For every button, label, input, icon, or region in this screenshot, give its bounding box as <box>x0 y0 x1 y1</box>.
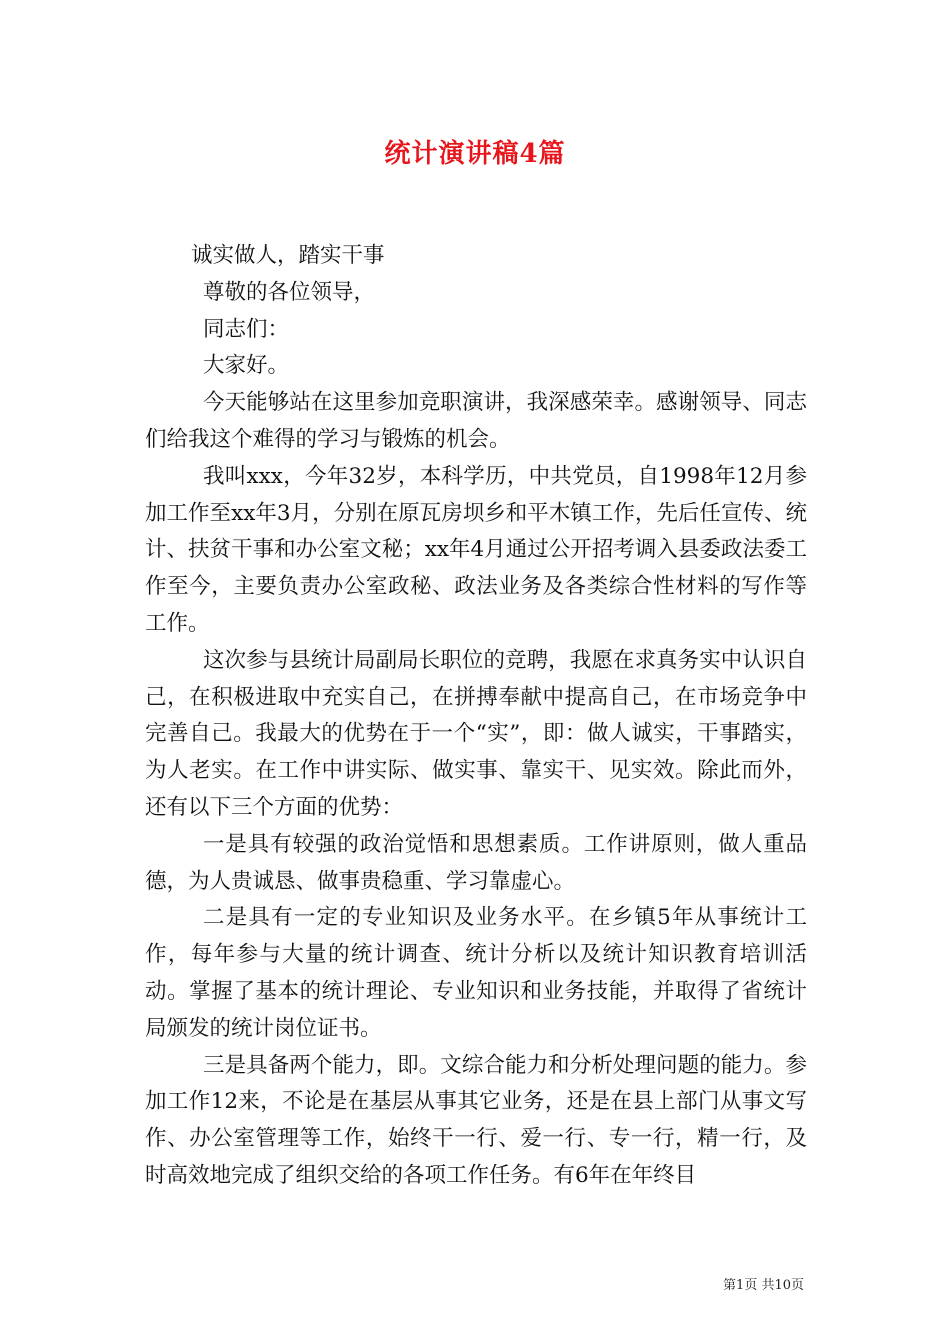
document-body <box>145 238 807 1195</box>
body-paragraph: 今天能够站在这里参加竞职演讲，我深感荣幸。感谢领导、同志们给我这个难得的学习与锻炼的机会。 <box>145 390 807 452</box>
body-paragraph: 三是具备两个能力，即。文综合能力和分析处理问题的能力。参加工作12来，不论是在基层从事其它业务，还是在县上部门从事文写作、办公室管理等工作，始终干一行、爱一行、专一行，精一行，及时高效地完成了组织交给的各项工作任务。有6年在年终目 <box>145 1052 807 1188</box>
page-number-footer: 第1页 共10页 <box>723 1278 804 1293</box>
body-paragraph: 一是具有较强的政治觉悟和思想素质。工作讲原则，做人重品德，为人贵诚恳、做事贵稳重、学习靠虚心。 <box>145 831 807 894</box>
speech-subtitle: 诚实做人，踏实干事 <box>191 243 385 268</box>
salutation-leaders: 尊敬的各位领导， <box>203 279 376 305</box>
salutation-comrades: 同志们： <box>203 316 290 342</box>
body-paragraph: 二是具有一定的专业知识及业务水平。在乡镇5年从事统计工作，每年参与大量的统计调查、统计分析以及统计知识教育培训活动。掌握了基本的统计理论、专业知识和业务技能，并取得了省统计局颁发的统计岗位证书。 <box>145 905 807 1041</box>
body-paragraph: 我叫xxx，今年32岁，本科学历，中共党员，自1998年12月参加工作至xx年3月，分别在原瓦房坝乡和平木镇工作，先后任宣传、统计、扶贫干事和办公室文秘；xx年4月通过公开招考调入县委政法委工作至今，主要负责办公室政秘、政法业务及各类综合性材料的写作等工作。 <box>145 463 807 636</box>
greeting: 大家好。 <box>203 353 290 379</box>
body-paragraph: 这次参与县统计局副局长职位的竞聘，我愿在求真务实中认识自己，在积极进取中充实自己，在拼搏奉献中提高自己，在市场竞争中完善自己。我最大的优势在于一个“实”，即：做人诚实，干事踏实，为人老实。在工作中讲实际、做实事、靠实干、见实效。除此而外，还有以下三个方面的优势： <box>145 647 807 820</box>
document-title: 统计演讲稿4篇 <box>384 139 566 169</box>
